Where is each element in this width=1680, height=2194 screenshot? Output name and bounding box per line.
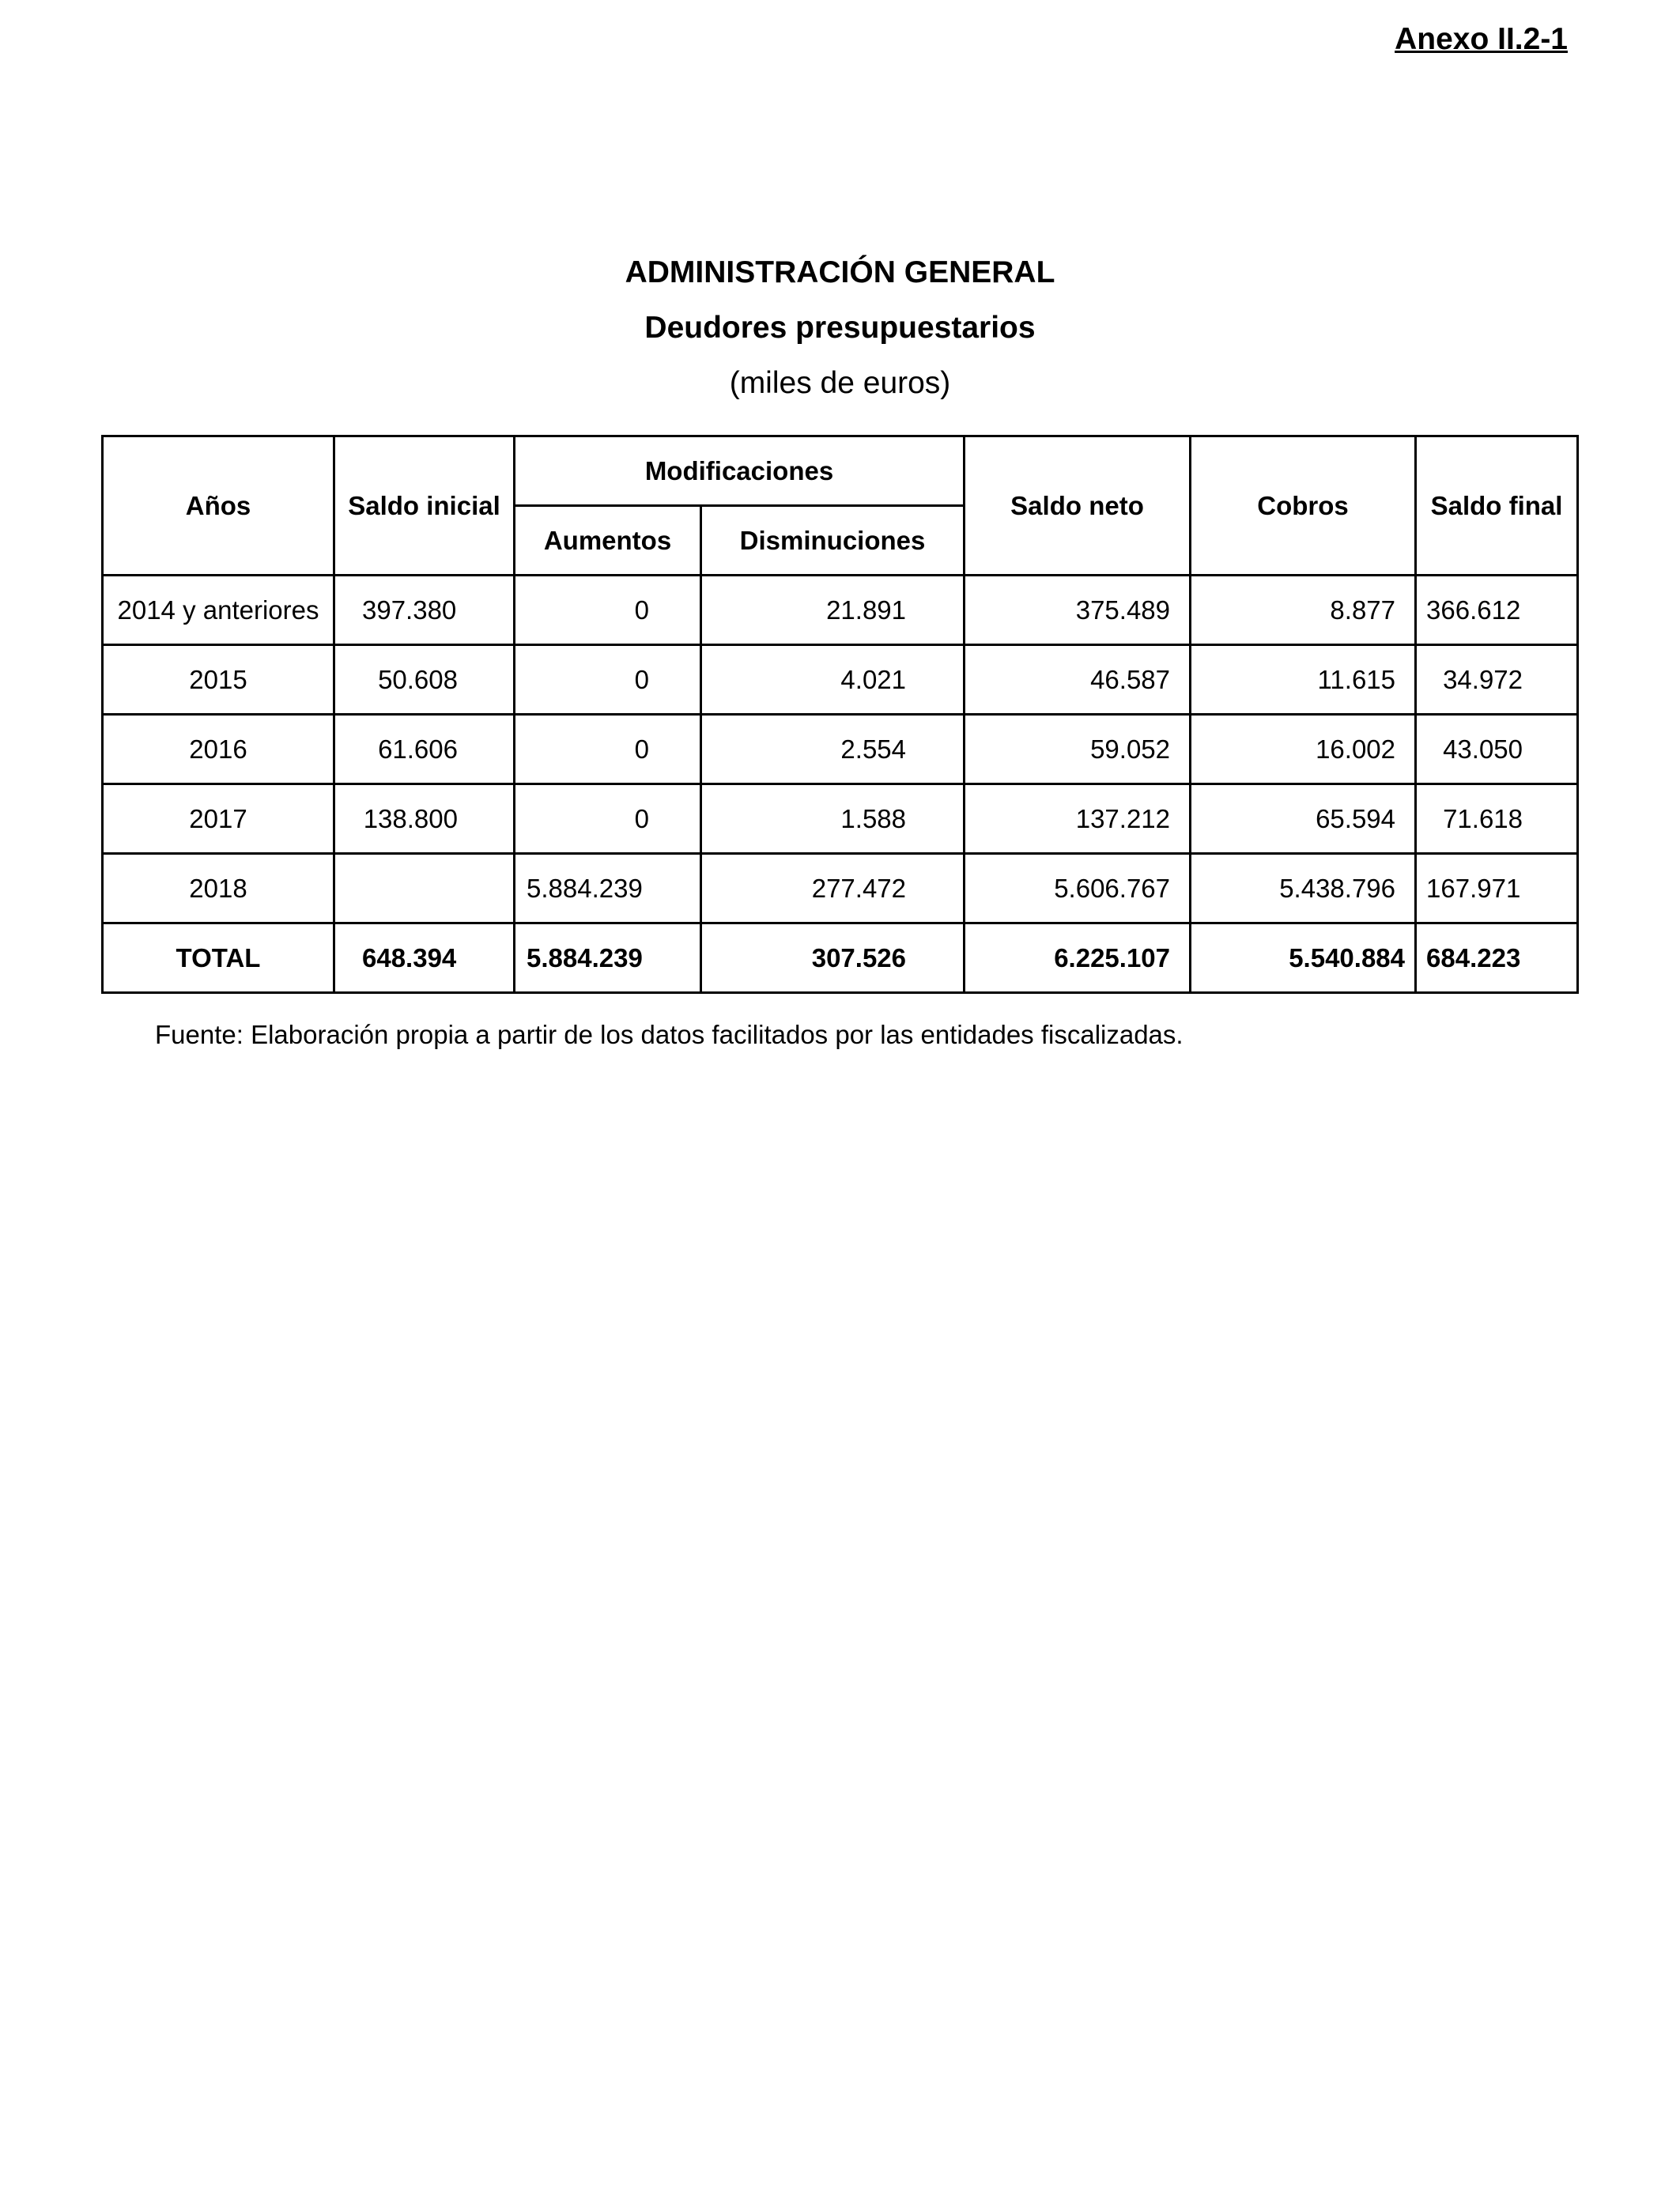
cell-cobros: 8.877 — [1191, 576, 1416, 645]
table-row-total — [103, 923, 1578, 993]
cell-disminuciones: 277.472 — [701, 854, 965, 923]
header-modificaciones: Modificaciones — [515, 436, 965, 506]
cell-saldo-final: 71.618 — [1416, 784, 1578, 854]
cell-saldo-neto: 6.225.107 — [965, 923, 1191, 993]
cell-disminuciones: 4.021 — [701, 645, 965, 715]
cell-cobros: 16.002 — [1191, 715, 1416, 784]
table-row — [103, 576, 1578, 645]
cell-cobros: 11.615 — [1191, 645, 1416, 715]
cell-year: 2018 — [103, 854, 334, 923]
cell-saldo-final: 34.972 — [1416, 645, 1578, 715]
cell-saldo-inicial: 50.608 — [334, 645, 515, 715]
cell-saldo-final: 167.971 — [1416, 854, 1578, 923]
header-saldo-neto: Saldo neto — [965, 436, 1191, 576]
cell-aumentos: 0 — [515, 645, 701, 715]
title-block — [0, 245, 1680, 411]
cell-saldo-inicial — [334, 854, 515, 923]
page-title: ADMINISTRACIÓN GENERAL — [625, 255, 1055, 289]
cell-year: 2014 y anteriores — [103, 576, 334, 645]
cell-year: 2016 — [103, 715, 334, 784]
cell-cobros: 5.438.796 — [1191, 854, 1416, 923]
header-years: Años — [103, 436, 334, 576]
cell-year: 2017 — [103, 784, 334, 854]
cell-saldo-neto: 5.606.767 — [965, 854, 1191, 923]
cell-disminuciones: 21.891 — [701, 576, 965, 645]
cell-saldo-final: 366.612 — [1416, 576, 1578, 645]
cell-saldo-inicial: 138.800 — [334, 784, 515, 854]
header-disminuciones: Disminuciones — [701, 506, 965, 576]
table-row — [103, 715, 1578, 784]
cell-saldo-inicial: 397.380 — [334, 576, 515, 645]
cell-disminuciones: 307.526 — [701, 923, 965, 993]
cell-saldo-inicial: 648.394 — [334, 923, 515, 993]
cell-saldo-inicial: 61.606 — [334, 715, 515, 784]
cell-saldo-neto: 46.587 — [965, 645, 1191, 715]
units-label: (miles de euros) — [729, 366, 951, 400]
cell-saldo-neto: 59.052 — [965, 715, 1191, 784]
cell-year: TOTAL — [103, 923, 334, 993]
cell-aumentos: 5.884.239 — [515, 854, 701, 923]
header-aumentos: Aumentos — [515, 506, 701, 576]
cell-disminuciones: 2.554 — [701, 715, 965, 784]
cell-saldo-neto: 375.489 — [965, 576, 1191, 645]
cell-aumentos: 0 — [515, 715, 701, 784]
header-saldo-final: Saldo final — [1416, 436, 1578, 576]
cell-year: 2015 — [103, 645, 334, 715]
cell-cobros: 5.540.884 — [1191, 923, 1416, 993]
header-cobros: Cobros — [1191, 436, 1416, 576]
table-row — [103, 784, 1578, 854]
cell-aumentos: 5.884.239 — [515, 923, 701, 993]
table-row — [103, 854, 1578, 923]
cell-cobros: 65.594 — [1191, 784, 1416, 854]
source-note: Fuente: Elaboración propia a partir de los datos facilitados por las entidades fiscalizadas. — [155, 1020, 1184, 1049]
cell-aumentos: 0 — [515, 784, 701, 854]
debtors-table — [101, 435, 1579, 994]
cell-saldo-neto: 137.212 — [965, 784, 1191, 854]
cell-saldo-final: 684.223 — [1416, 923, 1578, 993]
page-subtitle: Deudores presupuestarios — [644, 311, 1036, 345]
cell-saldo-final: 43.050 — [1416, 715, 1578, 784]
table-row — [103, 645, 1578, 715]
annex-label: Anexo II.2-1 — [1395, 22, 1568, 56]
cell-disminuciones: 1.588 — [701, 784, 965, 854]
header-saldo-inicial: Saldo inicial — [334, 436, 515, 576]
cell-aumentos: 0 — [515, 576, 701, 645]
